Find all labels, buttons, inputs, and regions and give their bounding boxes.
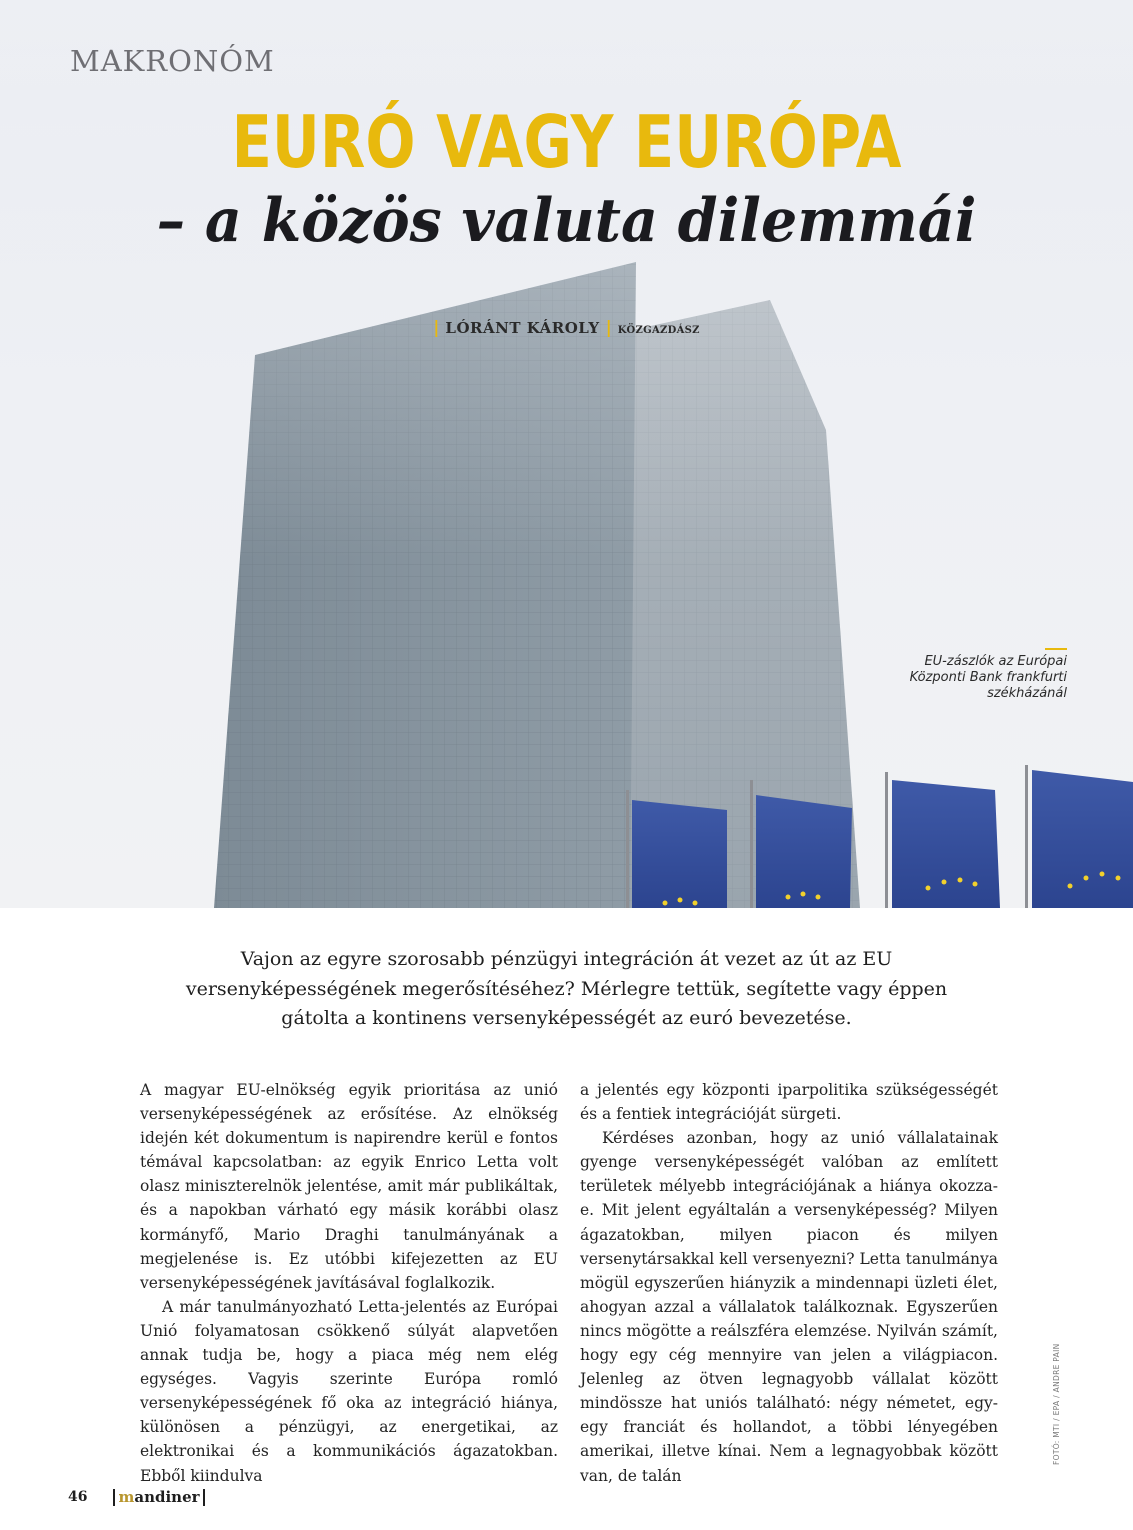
page-number: 46 — [68, 1489, 88, 1505]
photo-caption — [867, 648, 1067, 702]
body-paragraph: a jelentés egy központi iparpolitika szükségességét és a fentiek integrációját sürgeti. — [580, 1081, 998, 1124]
byline-divider: | — [605, 318, 612, 338]
caption-accent-line — [1045, 648, 1067, 650]
page-footer — [68, 1486, 205, 1508]
logo-initial: m — [118, 1487, 135, 1506]
article-lead: Vajon az egyre szorosabb pénzügyi integráción át vezet az út az EU versenyképességének megerősítéséhez? Mérlegre tettük, segítette vagy éppen gátolta a kontinens versenyképességét az euró bevezetése. — [185, 948, 948, 1029]
body-column-left — [140, 1078, 558, 1488]
body-column-right — [580, 1078, 998, 1488]
article-title: EURÓ VAGY EURÓPA — [231, 100, 902, 184]
body-paragraph: A már tanulmányozható Letta-jelentés az Európai Unió folyamatosan csökkenő súlyát alapvetően annak tudja be, hogy a piaca még nem elég egységes. Vagyis szerinte Európa romló versenyképességének fő oka az integráció hiánya, különösen a pénzügyi, az energetikai, az elektronikai és a kommunikációs ágazatokban. Ebből kiindulva — [140, 1297, 558, 1485]
author-name: LÓRÁNT KÁROLY — [445, 319, 600, 337]
byline — [0, 318, 1133, 338]
section-label: MAKRONÓM — [70, 44, 275, 78]
photo-credit: FOTÓ: MTI / EPA / ANDRE PAIN — [1052, 1343, 1061, 1465]
magazine-logo — [113, 1489, 204, 1506]
author-role: KÖZGAZDÁSZ — [617, 325, 700, 336]
body-paragraph: Kérdéses azonban, hogy az unió vállalatainak gyenge versenyképességét valóban az említett területek mélyebb integrációjának a hiánya okozza-e. Mit jelent egyáltalán a versenyképesség? Milyen ágazatokban, milyen piacon és milyen versenytársakkal kell versenyezni? Letta tanulmánya mögül egyszerűen hiányzik a mindennapi üzleti élet, ahogyan azzal a vállalatok találkoznak. Egyszerűen nincs mögötte a reálszféra elemzése. Nyilván számít, hogy egy cég mennyire van jelen a világpiacon. Jelenleg az ötven legnagyobb vállalat között mindössze hat uniós található: négy németet, egy-egy franciát és hollandot, a többi lényegében amerikai, illetve kínai. Nem a legnagyobbak között van, de talán — [580, 1129, 998, 1485]
logo-rest: andiner — [134, 1487, 200, 1506]
body-paragraph: A magyar EU-elnökség egyik prioritása az unió versenyképességének az erősítése. Az elnökség idején két dokumentum is napirendre kerül e fontos témával kapcsolatban: az egyik Enrico Letta volt olasz miniszterelnök jelentése, amit már publikáltak, és a napokban várható egy másik korábbi olasz kormányfő, Mario Draghi tanulmányának a megjelenése is. Ez utóbbi kifejezetten az EU versenyképességének javításával foglalkozik. — [140, 1081, 558, 1292]
caption-text: EU-zászlók az Európai Központi Bank frankfurti székházánál — [909, 654, 1067, 701]
article-subtitle: – a közös valuta dilemmái — [156, 186, 977, 256]
byline-divider: | — [433, 318, 440, 338]
